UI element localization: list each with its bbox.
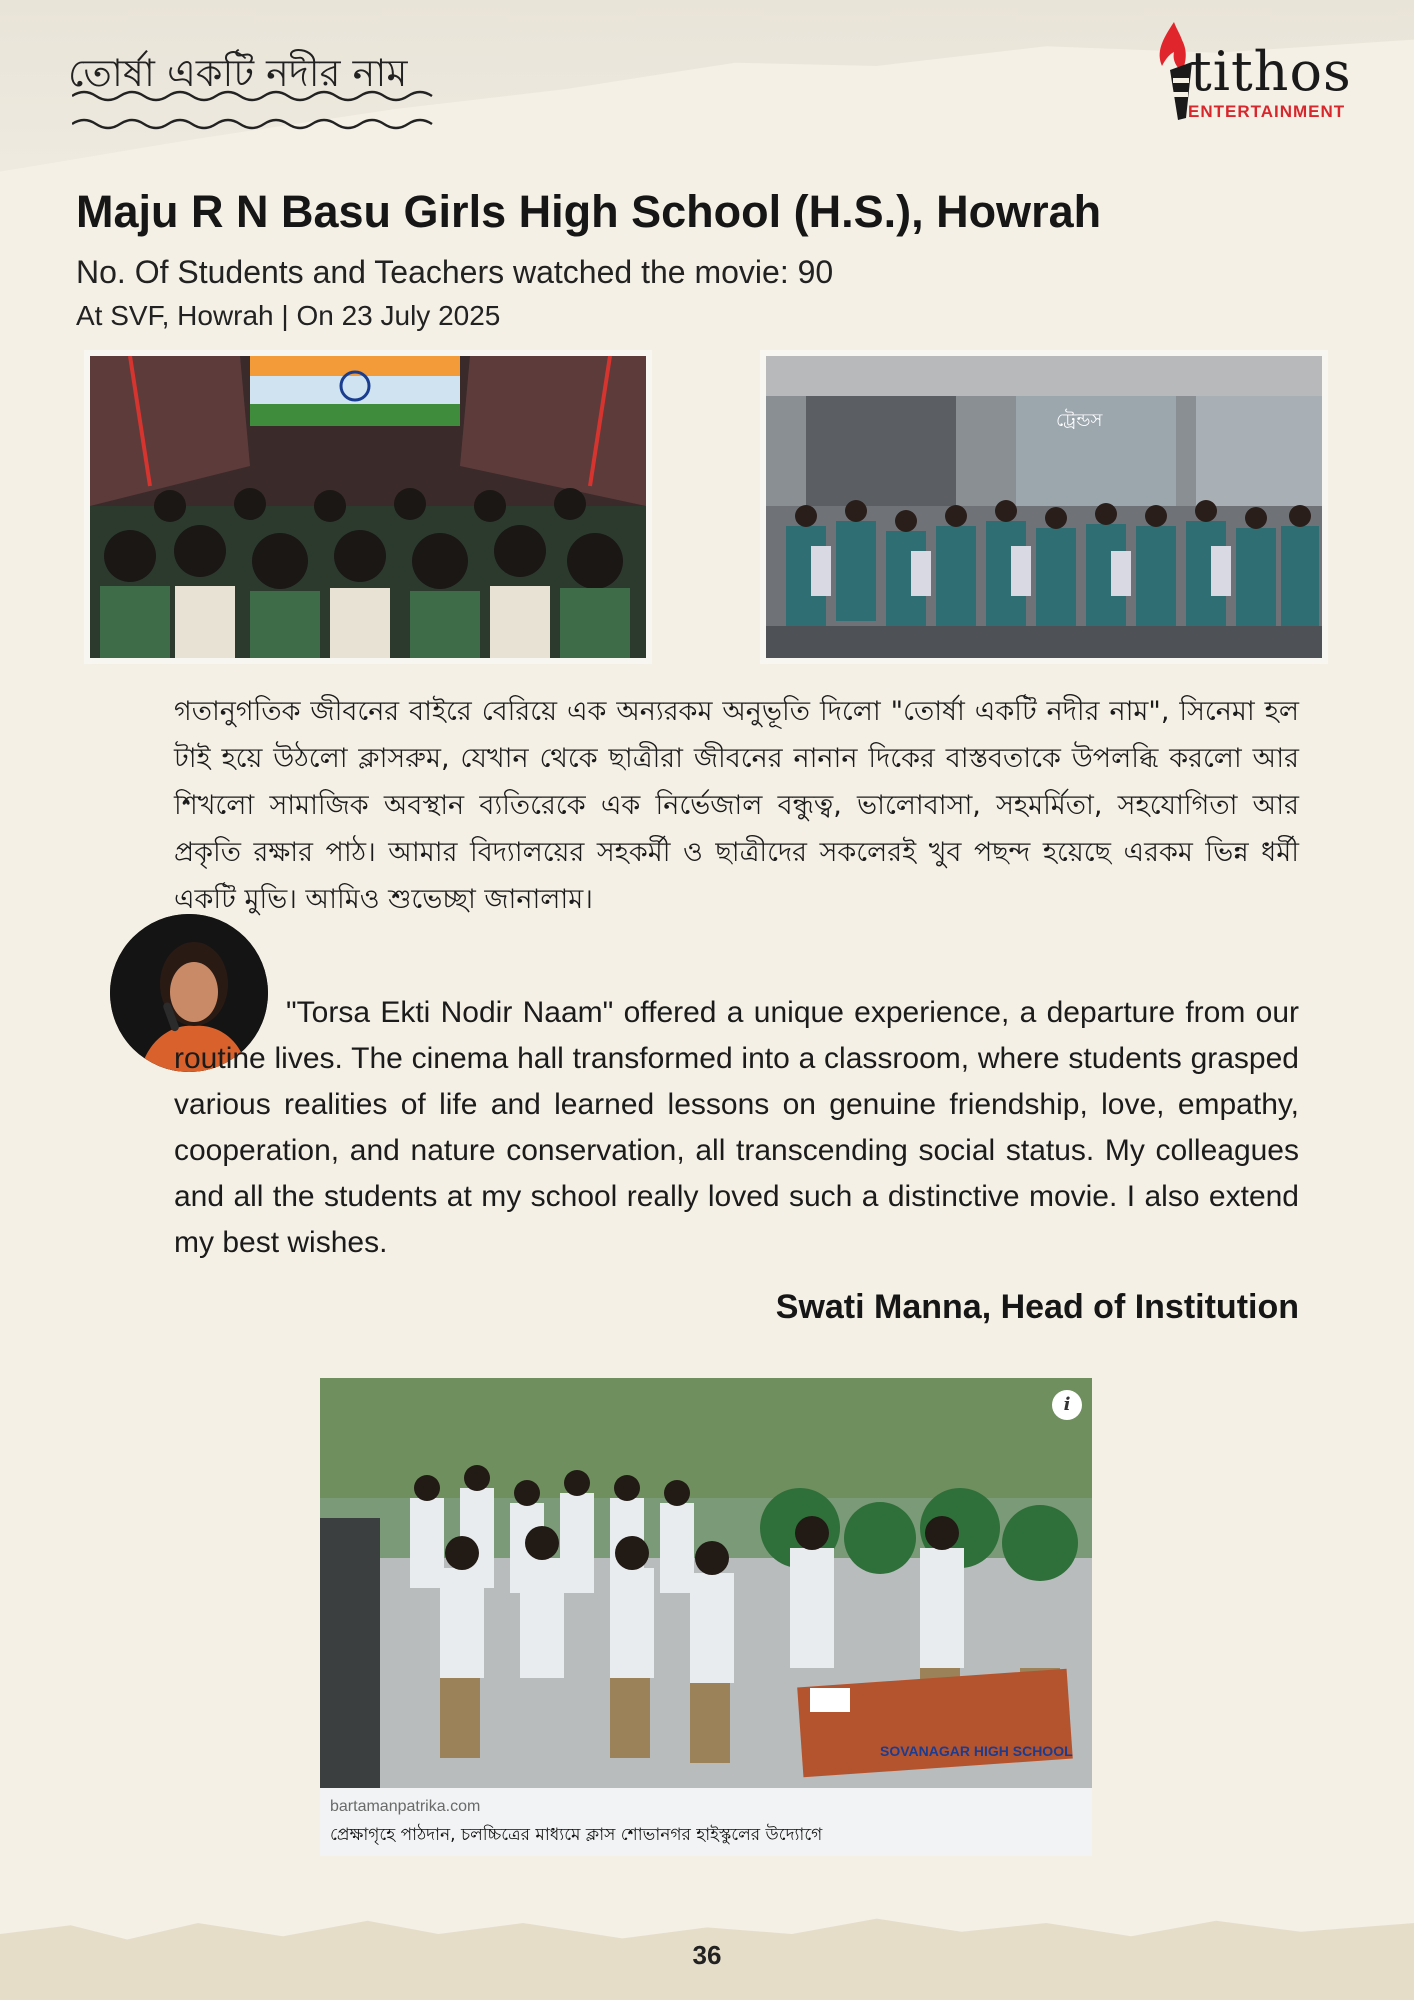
- info-icon[interactable]: i: [1052, 1390, 1082, 1420]
- news-card[interactable]: [320, 1378, 1092, 1856]
- bengali-testimonial: গতানুগতিক জীবনের বাইরে বেরিয়ে এক অন্যরকম অনুভূতি দিলো "তোর্ষা একটি নদীর নাম", সিনেমা হল টাই হয়ে উঠলো ক্লাসরুম, যেখান থেকে ছাত্রীরা জীবনের নানান দিকের বাস্তবতাকে উপলব্ধি করলো আর শিখলো সামাজিক অবস্থান ব্যতিরেকে এক নির্ভেজাল বন্ধুত্ব, ভালোবাসা, সহমর্মিতা, সহযোগিতা আর প্রকৃতি রক্ষার পাঠ। আমার বিদ্যালয়ের সহকর্মী ও ছাত্রীদের সকলেরই খুব পছন্দ হয়েছে এরকম ভিন্ন ধর্মী একটি মুভি। আমিও শুভেচ্ছা জানালাম।: [174, 696, 1299, 915]
- tithos-logo: [1148, 18, 1378, 128]
- series-title: তোর্ষা একটি নদীর নাম: [68, 51, 408, 95]
- banner-text: SOVANAGAR HIGH SCHOOL: [880, 1743, 1073, 1759]
- news-headline[interactable]: প্রেক্ষাগৃহে পাঠদান, চলচ্চিত্রের মাধ্যমে ক্লাস শোভানগর হাইস্কুলের উদ্যোগে: [330, 1825, 823, 1845]
- group-photo: [766, 356, 1322, 658]
- news-photo: [320, 1378, 1092, 1788]
- cinema-hall-photo: [90, 356, 646, 658]
- store-sign: ট্রেন্ডস: [1056, 410, 1103, 431]
- english-testimonial-text: "Torsa Ekti Nodir Naam" offered a unique experience, a departure from our routine lives. The cinema hall transformed into a classroom, where students grasped various realities of life and learned lessons on genuine friendship, love, empathy, cooperation, and nature conservation, all transcending social status. My colleagues and all the students at my school really loved such a distinctive movie. I also extend my best wishes.: [174, 996, 1299, 1259]
- logo-wordmark: tithos: [1190, 40, 1352, 103]
- attendance-count: No. Of Students and Teachers watched the movie: 90: [76, 254, 834, 290]
- signature: Swati Manna, Head of Institution: [775, 1288, 1299, 1326]
- school-title: Maju R N Basu Girls High School (H.S.), Howrah: [76, 186, 1102, 237]
- venue-date: At SVF, Howrah | On 23 July 2025: [76, 300, 501, 331]
- page-number: 36: [692, 1940, 722, 1970]
- news-source[interactable]: bartamanpatrika.com: [330, 1798, 481, 1815]
- wavy-underline: [72, 88, 442, 138]
- english-testimonial: [174, 990, 1299, 1266]
- logo-subtext: ENTERTAINMENT: [1188, 102, 1346, 121]
